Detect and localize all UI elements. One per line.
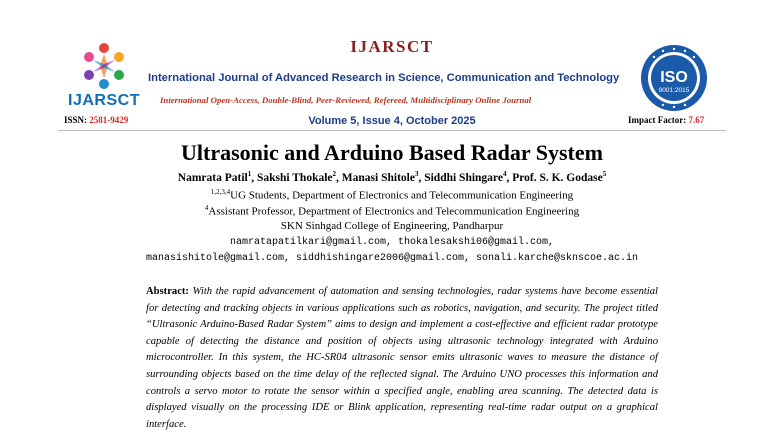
issn-value: 2581-9429 [89,115,129,125]
journal-short-name: IJARSCT [350,37,434,56]
author-name: Namrata Patil [177,171,248,184]
journal-full-name: International Journal of Advanced Research in Science, Communication and Technology [148,72,620,84]
journal-subtitle: International Open-Access, Double-Blind, Peer-Reviewed, Refereed, Multidisciplinary Online Journal [160,95,532,105]
issn-label: ISSN: [64,115,90,125]
volume-issue: Volume 5, Issue 4, October 2025 [308,115,476,127]
iso-certification-seal-icon [640,44,708,112]
abstract-label: Abstract: [146,286,189,297]
iso-text: ISO [660,69,688,86]
impact-factor [628,115,704,125]
college-name: SKN Sinhgad College of Engineering, Pandharpur [280,220,504,232]
paper-title: Ultrasonic and Arduino Based Radar System [181,140,603,165]
author-name: Manasi Shitole [341,171,415,184]
abstract-text: With the rapid advancement of automation and sensing technologies, radar systems have become essential for detecting and tracking objects in various applications such as robotics, navigation, and security. The project titled “Ultrasonic Arduino-Based Radar System” aims to design and implement a cost-effective and efficient radar prototype capable of detecting the distance and position of objects using ultrasonic technology integrated with Arduino microcontroller. In this system, the HC-SR04 ultrasonic sensor emits ultrasonic waves to measure the distance of surrounding objects based on the time delay of the reflected signal. The Arduino UNO processes this information and controls a servo motor to rotate the sensor within a specified angle, enabling area scanning. The detected data is displayed visually on the processing IDE or Blink application, representing real-time radar output on a graphical interface. [146,286,658,430]
impact-value: 7.67 [688,115,705,125]
author-name: Sakshi Thokale [256,171,333,184]
iso-number: 9001:2015 [658,87,690,94]
logo-text: IJARSCT [68,92,140,109]
author-list: Namrata Patil$^1$, Sakshi Thokale$^2$, Manasi Shitole$^3$, Siddhi Shingare$^4$, Prof. S. K. Godase$^5$ [177,170,607,184]
header-divider [58,130,726,131]
author-name: Prof. S. K. Godase [512,171,603,184]
author-name: Siddhi Shingare [424,171,503,184]
email-line-1: namratapatilkari@gmail.com, thokalesakshi06@gmail.com, [229,237,555,248]
abstract [146,284,658,433]
email-line-2: manasishitole@gmail.com, siddhishingare2006@gmail.com, sonali.karche@sknscoe.ac.in [145,253,639,264]
impact-label: Impact Factor: [628,115,689,125]
affiliation-professor: $^4$Assistant Professor, Department of Electronics and Telecommunication Engineering [204,204,580,218]
affiliation-students: $^{1,2,3,4}$UG Students, Department of Electronics and Telecommunication Engineering [210,188,574,202]
